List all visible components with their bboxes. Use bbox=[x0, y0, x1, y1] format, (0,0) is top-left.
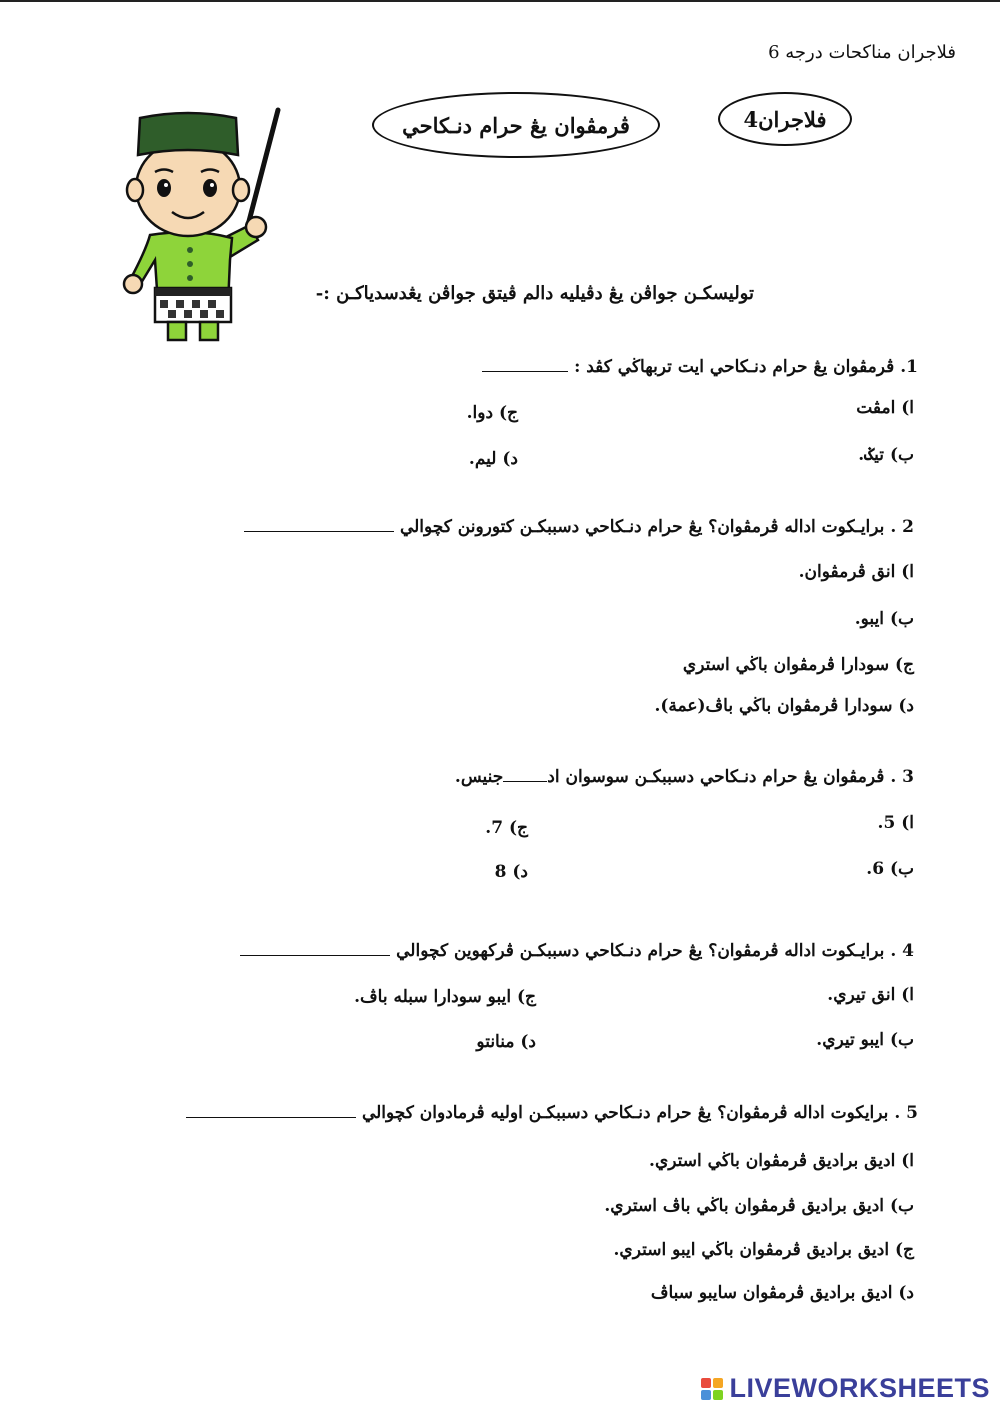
pointer-stick bbox=[248, 110, 278, 225]
question-text: ڤرمڤوان يڠ حرام دنـكاحي ايت تربهاڬي كڤد : bbox=[574, 357, 895, 377]
question-text: برايـكوت اداله ڤرمڤوان؟ يڠ حرام دنـكاحي دسببكـن ڤركهوين كچوالي bbox=[396, 941, 885, 961]
option: د) ليم. bbox=[468, 449, 518, 469]
ear bbox=[127, 179, 143, 201]
answer-blank[interactable] bbox=[186, 1100, 356, 1118]
logo-square bbox=[713, 1390, 723, 1400]
shirt-button bbox=[187, 247, 193, 253]
question-text: برايـكوت اداله ڤرمڤوان؟ يڠ حرام دنـكاحي دسببكـن كتورونن كچوالي bbox=[399, 517, 885, 537]
question-2 bbox=[244, 514, 914, 537]
instruction-text-content: توليسكـن جواڤن يڠ دڤيليه دالم ڤيتق جواڤن يڠدسدياكـن :- bbox=[315, 283, 754, 304]
question-number: 5 . bbox=[894, 1103, 918, 1123]
face bbox=[136, 140, 240, 236]
lesson-label: فلاجران4 bbox=[743, 106, 827, 132]
songkok-cap bbox=[138, 113, 238, 155]
option: د) سودارا ڤرمڤوان باڬي باڤ(عمة). bbox=[654, 696, 914, 716]
right-eye bbox=[203, 179, 217, 197]
teacher-illustration bbox=[100, 100, 300, 345]
question-text-end: جنيس. bbox=[454, 767, 504, 787]
eye-highlight bbox=[164, 183, 168, 187]
option: ب) 6. bbox=[866, 859, 914, 879]
question-number: 3 . bbox=[890, 767, 914, 787]
question-1 bbox=[482, 354, 918, 377]
question-text: برايكوت اداله ڤرمڤوان؟ يڠ حرام دنـكاحي دسببكـن اوليه ڤرمادوان كچوالي bbox=[361, 1103, 889, 1123]
eye-highlight bbox=[210, 183, 214, 187]
option: د) اديق براديق ڤرمڤوان سايبو سباڤ bbox=[650, 1283, 914, 1303]
logo-square bbox=[713, 1378, 723, 1388]
instruction-text bbox=[316, 283, 754, 304]
shirt-button bbox=[187, 275, 193, 281]
option: د) منانتو bbox=[476, 1032, 536, 1052]
answer-blank[interactable] bbox=[240, 938, 390, 956]
question-text: ڤرمڤوان يڠ حرام دنـكاحي دسببكـن سوسوان اد bbox=[547, 767, 885, 787]
logo-square bbox=[701, 1390, 711, 1400]
question-number: 4 . bbox=[890, 941, 914, 961]
ear bbox=[233, 179, 249, 201]
liveworksheets-logo-icon bbox=[701, 1378, 723, 1400]
left-eye bbox=[157, 179, 171, 197]
option: ا) 5. bbox=[877, 813, 914, 833]
question-5 bbox=[186, 1100, 918, 1123]
shirt-button bbox=[187, 261, 193, 267]
option: ب) ايبو. bbox=[854, 609, 914, 629]
option: ج) دوا. bbox=[466, 403, 518, 423]
option: ب) تيݢ. bbox=[858, 445, 914, 465]
top-border-line bbox=[0, 0, 1000, 2]
title-oval bbox=[372, 92, 660, 158]
option: ج) اديق براديق ڤرمڤوان باڬي ايبو استري. bbox=[613, 1240, 914, 1260]
option: ا) امڤت bbox=[856, 398, 914, 418]
right-leg bbox=[200, 322, 218, 340]
option: ب) اديق براديق ڤرمڤوان باڬي باڤ استري. bbox=[604, 1196, 914, 1216]
answer-blank[interactable] bbox=[503, 764, 547, 782]
logo-square bbox=[701, 1378, 711, 1388]
question-number: 1. bbox=[900, 357, 918, 377]
liveworksheets-brand: LIVEWORKSHEETS bbox=[729, 1373, 990, 1403]
option: ج) سودارا ڤرمڤوان باڬي استري bbox=[682, 655, 914, 675]
left-hand bbox=[124, 275, 142, 293]
answer-blank[interactable] bbox=[482, 354, 568, 372]
lesson-oval bbox=[718, 92, 852, 146]
left-leg bbox=[168, 322, 186, 340]
option: ب) ايبو تيري. bbox=[816, 1030, 914, 1050]
option: ا) انق تيري. bbox=[827, 985, 914, 1005]
option: ج) 7. bbox=[485, 818, 528, 838]
question-3 bbox=[455, 764, 914, 787]
page-title: ڤرمڤوان يڠ حرام دنـكاحي bbox=[402, 112, 630, 138]
question-number: 2 . bbox=[890, 517, 914, 537]
option: ا) انق ڤرمڤوان. bbox=[798, 562, 914, 582]
liveworksheets-footer[interactable] bbox=[701, 1373, 990, 1404]
option: د) 8 bbox=[494, 862, 528, 882]
question-4 bbox=[240, 938, 914, 961]
option: ا) اديق براديق ڤرمڤوان باڬي استري. bbox=[649, 1151, 914, 1171]
answer-blank[interactable] bbox=[244, 514, 394, 532]
sampin-sarong bbox=[155, 288, 231, 322]
hand bbox=[246, 217, 266, 237]
subject-title: فلاجران مناكحات درجه 6 bbox=[768, 42, 956, 63]
option: ج) ايبو سودارا سبله باڤ. bbox=[354, 987, 536, 1007]
